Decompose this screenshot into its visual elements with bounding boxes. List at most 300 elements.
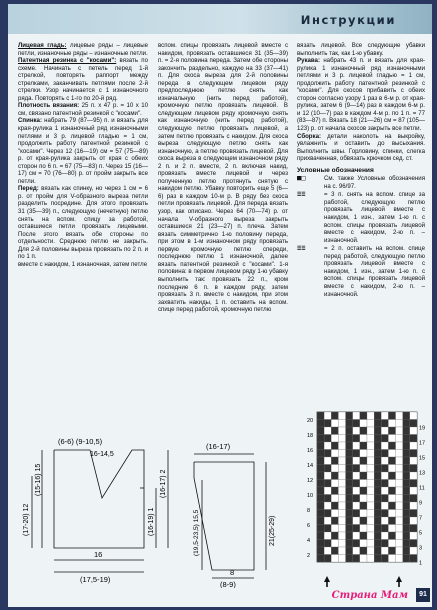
chart-cell <box>367 502 374 510</box>
chart-cell <box>388 532 395 540</box>
chart-cell <box>338 480 345 488</box>
chart-cell <box>346 480 353 488</box>
chart-cell <box>403 457 410 465</box>
chart-cell <box>360 510 367 518</box>
chart-cell <box>388 442 395 450</box>
chart-cell <box>324 450 331 458</box>
chart-cell <box>388 412 395 420</box>
chart-cell <box>410 532 417 540</box>
page-title: Инструкции <box>300 13 396 27</box>
chart-row-label: 15 <box>419 455 426 462</box>
chart-cell <box>338 412 345 420</box>
section-head-gauge: Плотность вязания: <box>18 102 80 110</box>
chart-cell <box>374 472 381 480</box>
chart-row-label: 20 <box>307 418 314 424</box>
chart-cell <box>331 517 338 525</box>
chart-cell <box>360 412 367 420</box>
chart-cell <box>346 442 353 450</box>
label-sleeve-w2: (8-9) <box>220 580 236 588</box>
front-outline <box>54 450 144 548</box>
legend-row-2 <box>297 245 425 298</box>
chart-row-label: 19 <box>419 425 426 432</box>
chart-cell <box>346 525 353 533</box>
chart-cell <box>374 457 381 465</box>
chart-cell <box>346 435 353 443</box>
chart-cell <box>331 495 338 503</box>
chart-cell <box>324 510 331 518</box>
chart-cell <box>353 547 360 555</box>
chart-row-labels-left <box>307 418 313 559</box>
chart-cell <box>360 450 367 458</box>
chart-cell <box>410 547 417 555</box>
chart-cell <box>403 427 410 435</box>
chart-cell <box>367 495 374 503</box>
chart-cell <box>317 510 324 518</box>
chart-cell <box>338 465 345 473</box>
stitch-chart <box>305 406 429 588</box>
text-column-3 <box>297 42 425 402</box>
chart-cell <box>374 420 381 428</box>
chart-cell <box>317 420 324 428</box>
chart-cell <box>410 457 417 465</box>
site-logo: Страна Мам <box>331 590 408 601</box>
label-sleeve-top: (16-17) <box>206 442 231 451</box>
label-front-h3: (16-19) 1 <box>148 507 155 536</box>
chart-cell <box>338 487 345 495</box>
chart-row-label: 17 <box>419 440 426 447</box>
chart-cell <box>331 435 338 443</box>
chart-cell <box>346 532 353 540</box>
chart-cell <box>410 525 417 533</box>
chart-cell <box>388 495 395 503</box>
chart-cell <box>403 555 410 563</box>
chart-cell <box>331 532 338 540</box>
chart-cell <box>317 412 324 420</box>
chart-cell <box>374 450 381 458</box>
chart-cell <box>360 472 367 480</box>
chart-cell <box>324 412 331 420</box>
chart-cell <box>374 427 381 435</box>
legend-square-icon: ■□ <box>297 174 306 183</box>
chart-cell <box>388 487 395 495</box>
chart-cell <box>410 555 417 563</box>
chart-cell <box>381 525 388 533</box>
chart-cell <box>346 412 353 420</box>
chart-cell <box>338 532 345 540</box>
chart-cell <box>360 555 367 563</box>
chart-cell <box>403 502 410 510</box>
chart-cell <box>360 442 367 450</box>
chart-cell <box>338 517 345 525</box>
chart-cell <box>410 480 417 488</box>
chart-cell <box>353 450 360 458</box>
chart-cell <box>324 442 331 450</box>
schematic-diagram <box>22 436 292 588</box>
chart-cell <box>367 450 374 458</box>
chart-cell <box>410 412 417 420</box>
chart-cell <box>388 540 395 548</box>
chart-cell <box>324 427 331 435</box>
section-text-stockinette: лицевые ряды – лицевые петли, изнаночные ряды – изнаночные петли. <box>18 42 148 57</box>
chart-cell <box>346 420 353 428</box>
chart-cell <box>403 435 410 443</box>
chart-cell <box>396 435 403 443</box>
chart-cell <box>374 532 381 540</box>
section-text-assembly: детали наколоть на выкройку, увлажнить и оставить до высыхания. Выполнить швы. Горловину, спинки, слегка прихваченная, обвязать крючком сед. ст. <box>297 132 425 163</box>
chart-cell <box>388 427 395 435</box>
chart-cell <box>338 510 345 518</box>
chart-cell <box>410 465 417 473</box>
chart-cell <box>403 472 410 480</box>
chart-cell <box>331 480 338 488</box>
chart-cell <box>381 510 388 518</box>
chart-cell <box>360 435 367 443</box>
chart-cell <box>374 547 381 555</box>
chart-cell <box>360 525 367 533</box>
chart-cell <box>346 472 353 480</box>
chart-cell <box>338 525 345 533</box>
chart-cell <box>410 495 417 503</box>
chart-cell <box>367 517 374 525</box>
chart-cell <box>353 525 360 533</box>
chart-cell <box>324 502 331 510</box>
section-text-col3-intro: вязать лицевой. Все следующие убавки выполнить так, как 1-ю убавку. <box>297 42 425 57</box>
chart-cell <box>388 510 395 518</box>
chart-cell <box>360 487 367 495</box>
chart-cell <box>388 480 395 488</box>
label-front-h1: (17-20) 12 <box>23 503 30 536</box>
chart-cell <box>346 502 353 510</box>
chart-cell <box>324 420 331 428</box>
chart-cell <box>388 502 395 510</box>
chart-cell <box>331 555 338 563</box>
chart-cell <box>381 547 388 555</box>
chart-cell <box>396 547 403 555</box>
chart-cell <box>388 450 395 458</box>
chart-cell <box>338 502 345 510</box>
chart-cell <box>317 540 324 548</box>
chart-cell <box>317 435 324 443</box>
chart-row-label: 10 <box>307 493 314 499</box>
chart-cell <box>360 532 367 540</box>
chart-cell <box>353 495 360 503</box>
chart-cell <box>353 480 360 488</box>
chart-cell <box>331 465 338 473</box>
cable-left-icon: ≡≡ <box>297 244 306 253</box>
chart-cell <box>396 532 403 540</box>
chart-cell <box>367 435 374 443</box>
chart-cell <box>331 525 338 533</box>
chart-cell <box>410 540 417 548</box>
chart-cell <box>374 517 381 525</box>
chart-cell <box>381 480 388 488</box>
chart-cell <box>346 450 353 458</box>
text-column-2 <box>158 42 288 442</box>
chart-cell <box>367 472 374 480</box>
chart-cell <box>324 457 331 465</box>
chart-cell <box>317 427 324 435</box>
chart-cell <box>381 435 388 443</box>
chart-cell <box>353 532 360 540</box>
chart-cell <box>317 450 324 458</box>
chart-cell <box>338 457 345 465</box>
chart-cell <box>367 555 374 563</box>
chart-cell <box>388 472 395 480</box>
chart-cell <box>381 457 388 465</box>
section-head-stockinette: Лицевая гладь: <box>18 42 67 49</box>
chart-cell <box>324 525 331 533</box>
chart-cell <box>317 457 324 465</box>
chart-cell <box>403 487 410 495</box>
chart-cell <box>338 435 345 443</box>
chart-cell <box>360 480 367 488</box>
chart-cell <box>388 555 395 563</box>
chart-cell <box>367 510 374 518</box>
chart-cell <box>388 525 395 533</box>
chart-row-label: 14 <box>307 463 314 469</box>
chart-cell <box>331 547 338 555</box>
chart-cell <box>388 465 395 473</box>
chart-cell <box>381 465 388 473</box>
chart-cell <box>317 495 324 503</box>
chart-cell <box>360 502 367 510</box>
chart-row-label: 9 <box>419 500 423 507</box>
chart-cell <box>338 547 345 555</box>
chart-cell <box>367 540 374 548</box>
chart-cell <box>331 502 338 510</box>
chart-cell <box>403 540 410 548</box>
chart-cell <box>317 517 324 525</box>
chart-cell <box>317 480 324 488</box>
chart-row-label: 16 <box>307 448 314 454</box>
chart-cell <box>396 472 403 480</box>
repeat-arrow-left-icon <box>324 576 330 582</box>
legend-intro: См. также Условные обозначения на с. 96/97. <box>324 175 425 190</box>
chart-cell <box>381 412 388 420</box>
chart-cell <box>381 442 388 450</box>
label-front-neck: 16-14,5 <box>90 451 114 458</box>
chart-cell <box>346 510 353 518</box>
section-text-col2: вспом. спицы провязать лицевой вместе с накидом, провязать оставшиеся 31 (35—39) п. = 2-я половина переда. Затем обе стороны закончить раздельно, каждую на 33 (37—41) п. Для скоса выреза для 2-й половины переда в следующем лицевом ряду предпоследнюю петлю снять как изначальную (нить перед работой), кромочную петлю провязать лицевой. В следующем лицевом ряду кромочную снять как изнаночную (нить перед работой), следующую петлю провязать лицевой, а затем петлю провязать с накидом. Для скоса выреза следующую петлю снять как изнаночную, а петлю провязать лицевой. Для скоса выреза в следующем изнаночном ряду 2 п. и 2 п. вместе, 2 п. включая накид, провязать вместе лицевой и через полученную петлю протянуть снятую с накидом петлю. Убавку повторить еще 5 (6—6) раз в каждом 10-м р. В ряду без скоса петли провязать лицевой. Для переда вязать узор, как описано. Через 64 (70—74) р. от начала V-образного выреза закрыть оставшиеся 21 (23—27) п. плеча. Затем вязать симметрично 1-ю половину переда, при этом в 1-м изнаночном ряду провязать первую кромочную петлю спереди, последнюю петлю 1 изнаночной, далее вязать патентной резинкой с "косами". 1-я половина: в первом лицевом ряду 1-ю убавку выполнить так: провязать 22 п., кром последние 6 п. в каждом ряду, затем провязать 3 п. вместе с накидом, при этом захватить накиды, 1 п. оставить на вспом. спице перед работой, кромочную петлю <box>158 42 288 314</box>
chart-cell <box>324 532 331 540</box>
chart-cell <box>381 517 388 525</box>
chart-cell <box>331 472 338 480</box>
chart-cell <box>346 457 353 465</box>
legend-intro-row <box>297 175 425 190</box>
chart-cell <box>396 420 403 428</box>
chart-cell <box>381 540 388 548</box>
chart-cell <box>324 435 331 443</box>
chart-cell <box>360 547 367 555</box>
chart-cell <box>338 450 345 458</box>
chart-cell <box>396 525 403 533</box>
chart-cell <box>353 420 360 428</box>
chart-cell <box>381 555 388 563</box>
label-front-h4: (16-17) 2 <box>160 469 167 498</box>
chart-cell <box>331 450 338 458</box>
chart-cell <box>381 420 388 428</box>
chart-cell <box>410 510 417 518</box>
chart-cell <box>367 480 374 488</box>
chart-cell <box>403 465 410 473</box>
legend-row-1 <box>297 191 425 244</box>
chart-cell <box>353 487 360 495</box>
chart-row-label: 12 <box>307 478 314 484</box>
chart-cell <box>367 420 374 428</box>
section-head-sleeves: Рукава: <box>297 57 320 65</box>
label-front-top: (6-6) (9-10,5) <box>58 437 103 446</box>
chart-cell <box>353 465 360 473</box>
chart-cell <box>374 510 381 518</box>
chart-cell <box>331 427 338 435</box>
chart-cell <box>396 555 403 563</box>
chart-cell <box>317 502 324 510</box>
chart-cell <box>346 487 353 495</box>
section-head-back: Спинка: <box>18 117 42 125</box>
chart-cell <box>360 420 367 428</box>
legend-text-2: = 2 п. оставить на вспом. спице перед работой, следующую петлю провязать лицевой вместе с накидом, 1 изн., затем 1-ю п. с вспом. спицы провязать лицевой вместе с накидом, 2-ю п. – изнаночной. <box>324 245 425 298</box>
chart-cell <box>353 435 360 443</box>
section-head-rib: Патентная резинка с "косами": <box>18 57 117 65</box>
chart-cell <box>367 442 374 450</box>
section-text-gauge: 25 п. x 47 р. = 10 x 10 см, связано патентной резинкой с "косами". <box>18 102 148 117</box>
chart-row-label: 18 <box>307 433 314 439</box>
chart-cell <box>324 465 331 473</box>
chart-cell <box>396 412 403 420</box>
chart-cell <box>374 442 381 450</box>
chart-cell <box>381 472 388 480</box>
chart-cell <box>403 510 410 518</box>
chart-cell <box>410 487 417 495</box>
chart-cell <box>353 502 360 510</box>
chart-cell <box>367 525 374 533</box>
chart-cell <box>360 465 367 473</box>
page-number: 91 <box>416 588 430 602</box>
chart-cell <box>374 487 381 495</box>
section-text-back: набрать 79 (87—95) п. и вязать для края-рулика 1 изнаночный ряд изнаночными петлями и 3 р. лицевой гладью = 1 см, продолжить работу патентной резинкой с "косами". Через 12 (16—19) см = 57 (75—89) р. от края-рулика закрыть от края с обеих сторон по 6 п. = 67 (75—83) п. Через 15 (16—17) см = 70 (76—80) р. от пройм закрыть все петли. <box>18 117 148 185</box>
chart-cell <box>403 442 410 450</box>
chart-cell <box>367 532 374 540</box>
chart-cell <box>403 412 410 420</box>
chart-cell <box>396 427 403 435</box>
chart-cell <box>396 502 403 510</box>
chart-cell <box>331 420 338 428</box>
chart-row-labels-right <box>419 426 425 567</box>
chart-cell <box>367 547 374 555</box>
chart-cell <box>353 427 360 435</box>
chart-cell <box>403 525 410 533</box>
chart-cell <box>403 547 410 555</box>
chart-cell <box>403 420 410 428</box>
label-front-bottom: (17,5-19) <box>80 575 111 584</box>
chart-row-label: 1 <box>419 560 423 567</box>
chart-row-label: 2 <box>307 553 311 559</box>
chart-cell <box>396 540 403 548</box>
chart-cell <box>410 435 417 443</box>
chart-cell <box>338 472 345 480</box>
chart-cell <box>374 465 381 473</box>
chart-cell <box>331 510 338 518</box>
chart-cell <box>374 435 381 443</box>
chart-cell <box>346 427 353 435</box>
chart-cell <box>324 547 331 555</box>
chart-cell <box>338 555 345 563</box>
chart-cell <box>374 555 381 563</box>
chart-cell <box>317 555 324 563</box>
chart-arrows <box>324 576 402 587</box>
chart-cell <box>346 540 353 548</box>
chart-cell <box>346 547 353 555</box>
chart-cell <box>403 450 410 458</box>
chart-cell <box>388 517 395 525</box>
chart-cell <box>324 495 331 503</box>
chart-row-label: 8 <box>307 508 311 514</box>
chart-cell <box>396 495 403 503</box>
magazine-page <box>8 4 432 607</box>
chart-cell <box>381 495 388 503</box>
section-text-front: вязать как спинку, но через 1 см = 6 р. от пройм для V-образного выреза петли разделить посредине. Для этого провязать 31 (35—39) п., следующую (нечетную) петлю снять на вспом. спицу за работой, оставшиеся петли провязать лицевыми. После этого вязать обе стороны по отдельности. Среднюю петлю не закрыть. Для 2-й половины выреза провязать по 2 п. и по 1 п. <box>18 185 148 261</box>
chart-cell <box>353 540 360 548</box>
chart-cell <box>367 465 374 473</box>
chart-cell <box>353 510 360 518</box>
chart-cell <box>324 472 331 480</box>
repeat-arrow-right-icon <box>396 576 402 582</box>
chart-cell <box>381 502 388 510</box>
chart-row-label: 3 <box>419 545 423 552</box>
chart-cell <box>353 412 360 420</box>
chart-cell <box>324 555 331 563</box>
chart-cell <box>317 487 324 495</box>
section-text-sleeves: набрать 43 п. и вязать для края-рулика 1 изнаночный ряд изнаночными петлями и 3 р. лицевой гладью = 1 см, продолжить работу патентной резинкой с "косами". Для скосов прибавить с обеих сторон согласно узору 1 раз в 6-м р. от края-рулика, затем 6 (9—14) раз в каждом 6-м р. и 12 (10—7) раз в каждом 4-м р. по 1 п. = 77 (83—87) п. Вязать 18 (21—26) см = 87 (105—123) р. от начала скосов закрыть все петли. <box>297 57 425 133</box>
chart-cell <box>403 532 410 540</box>
label-sleeve-h1: (19,5-23,5) 15,5 <box>193 509 200 556</box>
chart-cell <box>346 495 353 503</box>
chart-cell <box>317 442 324 450</box>
chart-cell <box>396 450 403 458</box>
label-front-width: 16 <box>94 550 103 559</box>
chart-cell <box>346 555 353 563</box>
chart-cell <box>324 540 331 548</box>
chart-cell <box>381 487 388 495</box>
section-head-front: Перед: <box>18 185 39 193</box>
chart-cell <box>396 442 403 450</box>
chart-cell <box>396 465 403 473</box>
chart-cell <box>367 412 374 420</box>
chart-cell <box>338 427 345 435</box>
chart-cell <box>410 517 417 525</box>
cable-right-icon: ≡≡ <box>297 190 306 199</box>
chart-cell <box>403 480 410 488</box>
chart-cell <box>353 555 360 563</box>
chart-cell <box>388 435 395 443</box>
chart-cell <box>410 502 417 510</box>
chart-cell <box>388 457 395 465</box>
label-front-h2: (15-16) 15 <box>35 463 42 496</box>
chart-cell <box>338 540 345 548</box>
chart-cell <box>331 540 338 548</box>
header-band <box>8 4 432 34</box>
label-sleeve-w1: 8 <box>230 568 235 577</box>
chart-cell <box>353 457 360 465</box>
chart-cell <box>367 427 374 435</box>
chart-cell <box>360 427 367 435</box>
chart-cell <box>396 517 403 525</box>
chart-cell <box>374 502 381 510</box>
chart-cell <box>381 532 388 540</box>
section-text-continued: вместе с накидом, 1 изнаночная, затем петле <box>18 260 148 268</box>
chart-cell <box>331 487 338 495</box>
chart-cell <box>360 457 367 465</box>
